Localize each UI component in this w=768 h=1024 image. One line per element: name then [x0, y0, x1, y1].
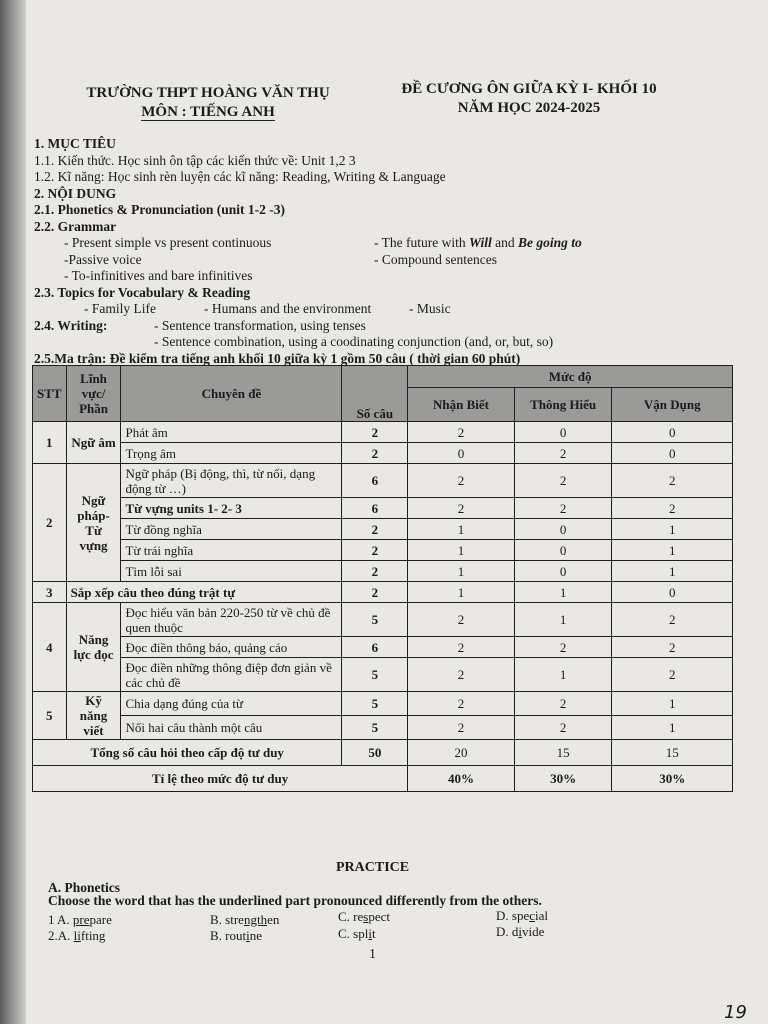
ratio-understand: 30%: [514, 766, 612, 792]
table-total-row: [33, 740, 733, 766]
table-row: [33, 540, 733, 561]
grammar-row-2: [34, 252, 754, 269]
grammar-item: - Compound sentences: [374, 251, 497, 267]
cell-topic: Trọng âm: [121, 443, 342, 464]
table-row: [33, 582, 733, 603]
objective-skills: 1.2. Kĩ năng: Học sinh rèn luyện các kĩ năng: Reading, Writing & Language: [34, 169, 446, 184]
option-text: pect: [368, 909, 390, 924]
option-text: D. d: [496, 924, 519, 939]
cell-recognize: 2: [408, 637, 515, 658]
option-text: fting: [80, 928, 106, 943]
cell-understand: 0: [514, 561, 612, 582]
subject-name: MÔN : TIẾNG ANH: [141, 104, 275, 120]
table-ratio-row: [33, 766, 733, 792]
col-header-area: Lĩnh vực/ Phần: [66, 366, 121, 422]
cell-count: 2: [342, 422, 408, 443]
cell-topic: Phát âm: [121, 422, 342, 443]
total-apply: 15: [612, 740, 733, 766]
cell-area: Năng lực đọc: [66, 603, 121, 692]
q2-option-b: [210, 928, 262, 943]
cell-recognize: 2: [408, 498, 515, 519]
table-row: [33, 519, 733, 540]
table-row: [33, 658, 733, 692]
total-recognize: 20: [408, 740, 515, 766]
option-text: stre: [225, 912, 244, 927]
table-row: [33, 464, 733, 498]
cell-apply: 2: [612, 603, 733, 637]
cell-topic: Sắp xếp câu theo đúng trật tự: [66, 582, 342, 603]
cell-stt: 4: [33, 603, 67, 692]
cell-apply: 0: [612, 422, 733, 443]
header-left: [58, 84, 358, 122]
total-count: 50: [342, 740, 408, 766]
document-title: ĐỀ CƯƠNG ÔN GIỮA KỲ I- KHỐI 10: [401, 81, 657, 97]
school-name: TRƯỜNG THPT HOÀNG VĂN THỤ: [86, 85, 330, 101]
cell-understand: 2: [514, 443, 612, 464]
topic-item: - Music: [409, 301, 451, 316]
col-header-apply: Vận Dụng: [612, 388, 733, 422]
writing-item: - Sentence transformation, using tenses: [154, 317, 366, 333]
option-text: ial: [535, 908, 548, 923]
table-row: [33, 498, 733, 519]
cell-stt: 1: [33, 422, 67, 464]
cell-understand: 2: [514, 498, 612, 519]
cell-stt: 2: [33, 464, 67, 582]
underlined-part: i: [368, 926, 372, 941]
cell-topic: Từ đồng nghĩa: [121, 519, 342, 540]
writing-row-2: [34, 334, 754, 351]
option-text: 2.A.: [48, 928, 74, 943]
section-phonetics: A. Phonetics: [48, 880, 120, 895]
cell-recognize: 1: [408, 561, 515, 582]
cell-recognize: 2: [408, 716, 515, 740]
header-right: [384, 80, 674, 118]
cell-topic: Nối hai câu thành một câu: [121, 716, 342, 740]
grammar-going-to: Be going to: [518, 235, 582, 250]
cell-understand: 1: [514, 582, 612, 603]
cell-count: 2: [342, 582, 408, 603]
cell-count: 2: [342, 561, 408, 582]
cell-understand: 0: [514, 540, 612, 561]
ratio-apply: 30%: [612, 766, 733, 792]
cell-recognize: 0: [408, 443, 515, 464]
cell-area: Kỹ năng viết: [66, 692, 121, 740]
option-text: vide: [522, 924, 545, 939]
q1-option-d: [496, 908, 548, 923]
cell-apply: 0: [612, 582, 733, 603]
topic-item: - Family Life: [84, 301, 156, 316]
ratio-label: Tỉ lệ theo mức độ tư duy: [33, 766, 408, 792]
table-row: [33, 443, 733, 464]
cell-count: 5: [342, 692, 408, 716]
cell-understand: 0: [514, 422, 612, 443]
cell-topic: Đọc điền những thông điệp đơn giản về các chủ đề: [121, 658, 342, 692]
grammar-will: Will: [468, 235, 492, 250]
cell-apply: 2: [612, 464, 733, 498]
total-label: Tổng số câu hỏi theo cấp độ tư duy: [33, 740, 342, 766]
grammar-item-future: [374, 235, 582, 252]
q2-option-c: [338, 926, 376, 941]
cell-count: 6: [342, 637, 408, 658]
underlined-part: pre: [72, 912, 90, 927]
col-header-level: Mức độ: [408, 366, 733, 388]
cell-topic: Đọc hiểu văn bản 220-250 từ về chủ đề quen thuộc: [121, 603, 342, 637]
underlined-part: li: [73, 928, 81, 943]
grammar-row-1: [34, 235, 754, 252]
writing-item: - Sentence combination, using a coodinating conjunction (and, or, but, so): [154, 334, 554, 349]
page-number: 1: [369, 947, 376, 962]
option-text: B.: [210, 912, 226, 927]
cell-topic: Từ trái nghĩa: [121, 540, 342, 561]
option-text: 1 A.: [48, 912, 73, 927]
underlined-part: i: [518, 924, 523, 939]
cell-understand: 2: [514, 692, 612, 716]
cell-recognize: 1: [408, 519, 515, 540]
grammar-item: -Passive voice: [64, 251, 142, 267]
cell-apply: 1: [612, 716, 733, 740]
table-row: [33, 603, 733, 637]
underlined-part: s: [363, 909, 369, 924]
table-row: [33, 561, 733, 582]
table-row: [33, 692, 733, 716]
topic-item: - Humans and the environment: [204, 301, 372, 316]
heading-grammar: 2.2. Grammar: [34, 218, 117, 234]
cell-count: 2: [342, 519, 408, 540]
underlined-part: ngth: [243, 912, 268, 927]
cell-understand: 2: [514, 637, 612, 658]
document-page: [24, 0, 768, 1024]
cell-area: Ngữ pháp- Từ vựng: [66, 464, 121, 582]
cell-understand: 2: [514, 716, 612, 740]
option-text: ne: [249, 928, 263, 943]
phonetics-instruction: Choose the word that has the underlined part pronounced differently from the others.: [48, 893, 542, 908]
cell-apply: 2: [612, 658, 733, 692]
table-row: [33, 716, 733, 740]
cell-understand: 0: [514, 519, 612, 540]
cell-recognize: 1: [408, 540, 515, 561]
handwritten-page-number: 19: [724, 1002, 747, 1023]
cell-topic: Đọc điền thông báo, quảng cáo: [121, 637, 342, 658]
cell-topic: Tìm lỗi sai: [121, 561, 342, 582]
cell-topic: Chia dạng đúng của từ: [121, 692, 342, 716]
q2-option-a: [48, 928, 105, 943]
cell-recognize: 2: [408, 422, 515, 443]
writing-row-1: [34, 318, 754, 335]
option-text: D. spe: [496, 908, 530, 923]
cell-understand: 2: [514, 464, 612, 498]
cell-count: 5: [342, 658, 408, 692]
cell-apply: 2: [612, 498, 733, 519]
cell-recognize: 1: [408, 582, 515, 603]
option-text: C. spl: [338, 926, 369, 941]
cell-apply: 1: [612, 561, 733, 582]
table-row: [33, 637, 733, 658]
grammar-item: - To-infinitives and bare infinitives: [64, 268, 253, 283]
q1-option-a: [48, 912, 112, 927]
cell-count: 5: [342, 603, 408, 637]
cell-recognize: 2: [408, 464, 515, 498]
cell-recognize: 2: [408, 658, 515, 692]
cell-understand: 1: [514, 658, 612, 692]
col-header-understand: Thông Hiểu: [514, 388, 612, 422]
option-text: en: [267, 912, 280, 927]
option-text: pare: [89, 912, 112, 927]
total-understand: 15: [514, 740, 612, 766]
topics-row: [34, 301, 754, 318]
heading-content: 2. NỘI DUNG: [34, 185, 117, 201]
cell-apply: 2: [612, 637, 733, 658]
heading-matrix: 2.5.Ma trận: Đề kiểm tra tiếng anh khối 10 giữa kỳ 1 gồm 50 câu ( thời gian 60 phút): [34, 350, 521, 366]
outline-section: [34, 136, 754, 367]
grammar-item-text: - The future with: [374, 235, 469, 250]
q1-option-b: [210, 912, 279, 927]
grammar-and: and: [491, 235, 518, 250]
cell-recognize: 2: [408, 603, 515, 637]
col-header-count: Số câu: [342, 366, 408, 422]
table-row: [33, 422, 733, 443]
q2-option-d: [496, 924, 544, 939]
cell-topic: Ngữ pháp (Bị động, thì, từ nối, dạng động từ …): [121, 464, 342, 498]
cell-apply: 1: [612, 519, 733, 540]
cell-count: 2: [342, 443, 408, 464]
col-header-topic: Chuyên đề: [121, 366, 342, 422]
cell-count: 2: [342, 540, 408, 561]
cell-stt: 3: [33, 582, 67, 603]
cell-apply: 1: [612, 692, 733, 716]
cell-stt: 5: [33, 692, 67, 740]
cell-apply: 0: [612, 443, 733, 464]
option-text: C. re: [338, 909, 364, 924]
school-year: NĂM HỌC 2024-2025: [457, 100, 601, 116]
ratio-recognize: 40%: [408, 766, 515, 792]
col-header-recognize: Nhận Biết: [408, 388, 515, 422]
cell-understand: 1: [514, 603, 612, 637]
cell-area: Ngữ âm: [66, 422, 121, 464]
cell-count: 6: [342, 464, 408, 498]
heading-writing: 2.4. Writing:: [34, 317, 108, 333]
heading-phonetics: 2.1. Phonetics & Pronunciation (unit 1-2 -3): [34, 202, 286, 217]
page-binding-shadow: [0, 0, 26, 1024]
objective-knowledge: 1.1. Kiến thức. Học sinh ôn tập các kiến thức về: Unit 1,2 3: [34, 152, 356, 168]
grammar-item: - Present simple vs present continuous: [64, 235, 272, 250]
exam-matrix-table: [32, 365, 733, 792]
underlined-part: i: [246, 928, 250, 943]
practice-title: PRACTICE: [336, 860, 410, 875]
underlined-part: c: [529, 908, 535, 923]
option-text: t: [371, 926, 376, 941]
cell-recognize: 2: [408, 692, 515, 716]
heading-objectives: 1. MỤC TIÊU: [34, 136, 116, 151]
cell-apply: 1: [612, 540, 733, 561]
cell-topic: Từ vựng units 1- 2- 3: [121, 498, 342, 519]
q1-option-c: [338, 909, 390, 924]
col-header-stt: STT: [33, 366, 67, 422]
cell-count: 5: [342, 716, 408, 740]
option-text: B. rout: [210, 928, 247, 943]
table-header-row: [33, 366, 733, 388]
cell-count: 6: [342, 498, 408, 519]
heading-topics: 2.3. Topics for Vocabulary & Reading: [34, 284, 251, 300]
